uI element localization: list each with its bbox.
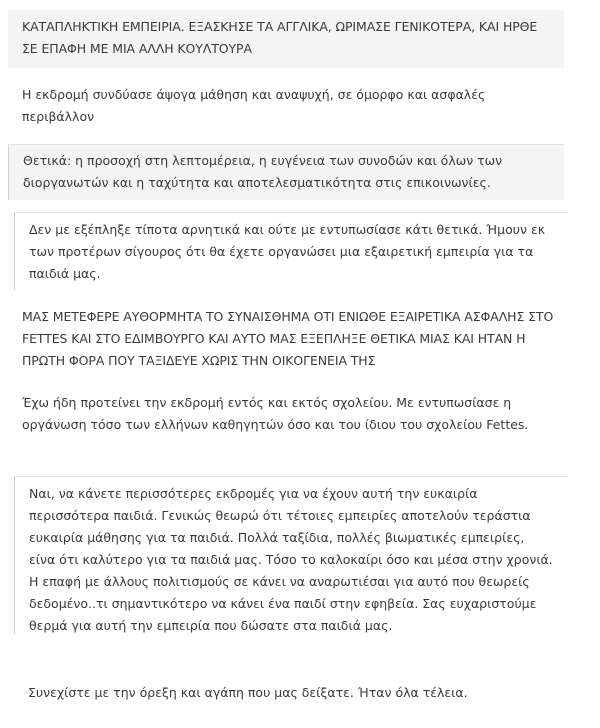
- response-card-4: [14, 212, 568, 290]
- response-card-8: [14, 678, 568, 718]
- response-text: Δεν με εξέπληξε τίποτα αρνητικά και ούτε με εντυπωσίασε κάτι θετικά. Ήμουν εκ των προτέρων σίγουρος ότι θα έχετε οργανώσει μια εξαιρετική εμπειρία για τα παιδιά μας.: [29, 222, 546, 281]
- response-text: Έχω ήδη προτείνει την εκδρομή εντός και εκτός σχολείου. Με εντυπωσίασε η οργάνωση τόσο των ελλήνων καθηγητών όσο και του ίδιου του σχολείου Fettes.: [22, 395, 529, 432]
- response-card-3: [8, 144, 564, 200]
- response-text: ΚΑΤΑΠΛΗΚΤΙΚΗ ΕΜΠΕΙΡΙΑ. ΕΞΑΣΚΗΣΕ ΤΑ ΑΓΓΛΙΚΑ, ΩΡΙΜΑΣΕ ΓΕΝΙΚΟΤΕΡΑ, ΚΑΙ ΗΡΘΕ ΣΕ ΕΠΑΦΗ ΜΕ ΜΙΑ ΑΛΛΗ ΚΟΥΛΤΟΥΡΑ: [22, 19, 538, 56]
- response-card-1: [8, 10, 564, 68]
- response-text: Η εκδρομή συνδύασε άψογα μάθηση και αναψυχή, σε όμορφο και ασφαλές περιβάλλον: [22, 87, 486, 124]
- response-card-2: [8, 76, 564, 136]
- response-text: Θετικά: η προσοχή στη λεπτομέρεια, η ευγένεια των συνοδών και όλων των διοργανωτών και η ταχύτητα και αποτελεσματικότητα στις επικοινωνίες.: [23, 153, 503, 190]
- response-text: Συνεχίστε με την όρεξη και αγάπη που μας δείξατε. Ήταν όλα τέλεια.: [28, 685, 468, 700]
- response-card-7: [14, 476, 568, 634]
- response-card-6: [8, 388, 568, 446]
- response-card-5: [8, 300, 568, 378]
- response-text: Ναι, να κάνετε περισσότερες εκδρομές για να έχουν αυτή την ευκαιρία περισσότερα παιδιά. Γενικώς θεωρώ ότι τέτοιες εμπειρίες αποτελούν τεράστια ευκαιρία μάθησης για τα παιδιά. Πολλά ταξίδια, πολλές βιωματικές εμπειρίες, είνα ότι καλύτερο για τα παιδιά μας. Τόσο το καλοκαίρι όσο και μέσα στην χρονιά. Η επαφή με άλλους πολιτισμούς σε κάνει να αναρωτιέσαι για αυτό που θεωρείς δεδομένο..τι σημαντικότερο να κάνει ένα παιδί στην εφηβεία. Σας ευχαριστούμε θερμά για αυτή την εμπειρία που δώσατε στα παιδιά μας.: [29, 486, 553, 633]
- response-text: ΜΑΣ ΜΕΤΕΦΕΡΕ ΑΥΘΟΡΜΗΤΑ ΤΟ ΣΥΝΑΙΣΘΗΜΑ ΟΤΙ ΕΝΙΩΘΕ ΕΞΑΙΡΕΤΙΚΑ ΑΣΦΑΛΗΣ ΣΤΟ FETTES ΚΑΙ ΣΤΟ ΕΔΙΜΒΟΥΡΓΟ ΚΑΙ ΑΥΤΟ ΜΑΣ ΕΞΕΠΛΗΞΕ ΘΕΤΙΚΑ ΜΙΑΣ ΚΑΙ ΗΤΑΝ Η ΠΡΩΤΗ ΦΟΡΑ ΠΟΥ ΤΑΞΙΔΕΥΕ ΧΩΡΙΣ ΤΗΝ ΟΙΚΟΓΕΝΕΙΑ ΤΗΣ: [22, 309, 554, 368]
